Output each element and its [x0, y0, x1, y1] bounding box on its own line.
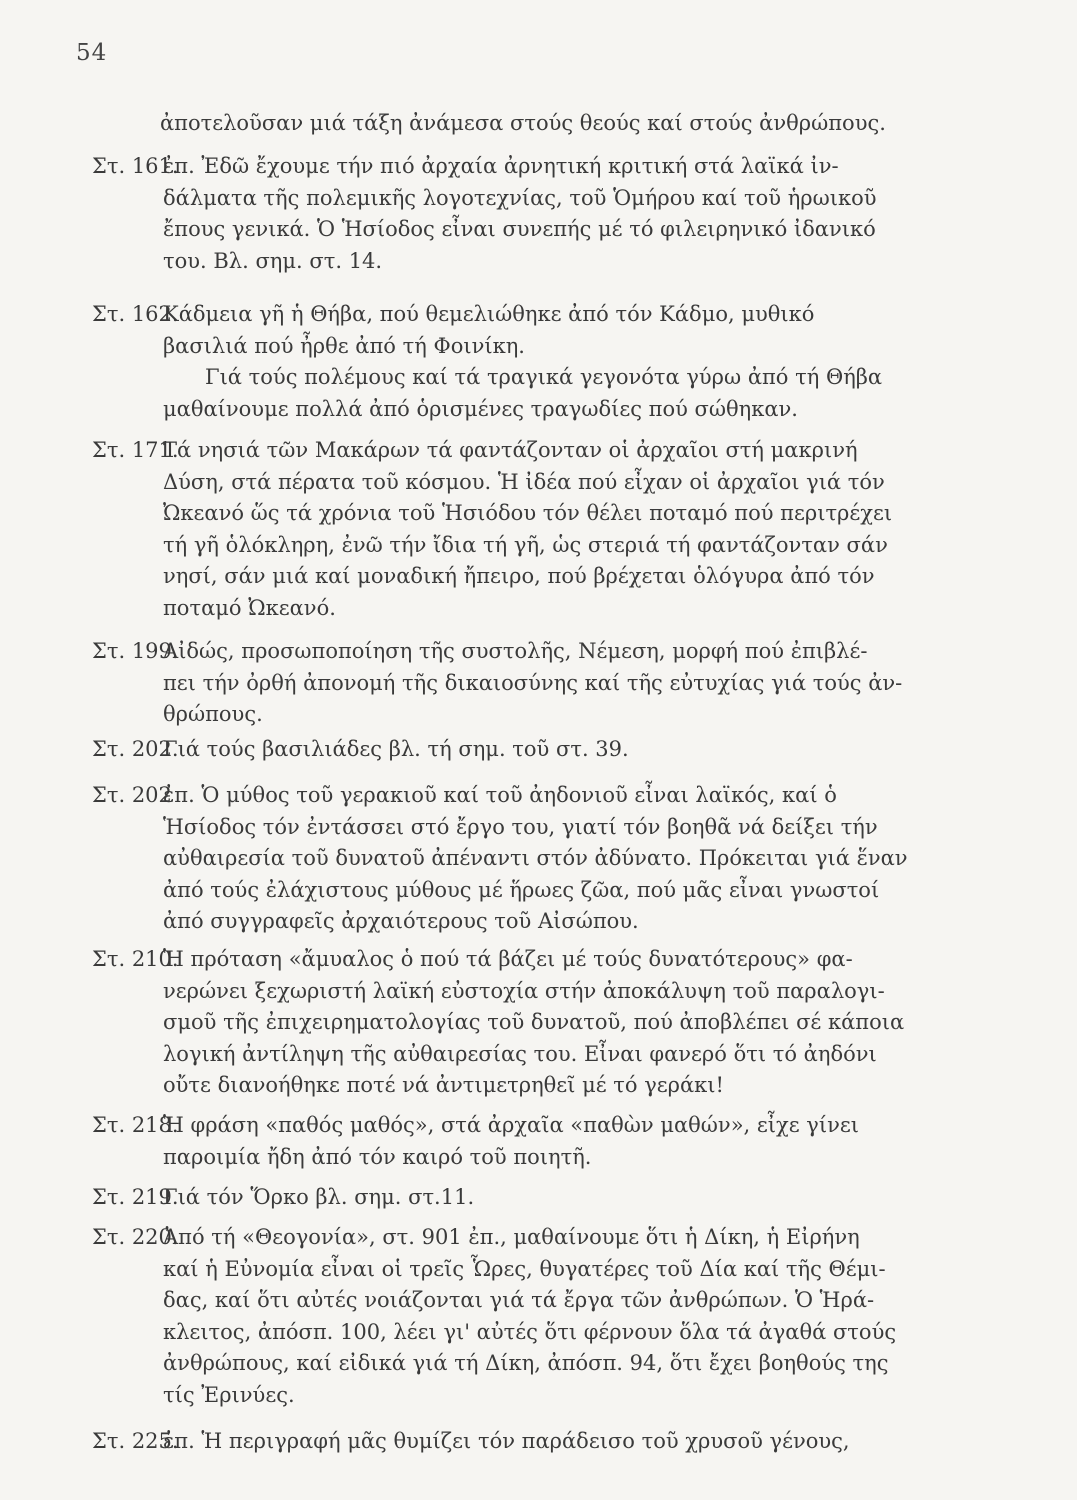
- note-line: τίς Ἐρινύες.: [163, 1382, 295, 1407]
- note-line: κλειτος, ἀπόσπ. 100, λέει γι' αὐτές ὅτι φέρνουν ὅλα τά ἀγαθά στούς: [163, 1319, 897, 1344]
- note-line: Τά νησιά τῶν Μακάρων τά φαντάζονταν οἱ ἀρχαῖοι στή μακρινή: [163, 438, 858, 462]
- note-line: καί ἡ Εὐνομία εἶναι οἱ τρεῖς Ὧρες, θυγατέρες τοῦ Δία καί τῆς Θέμι-: [163, 1256, 886, 1281]
- note-ref: Στ. 218.: [92, 1113, 179, 1137]
- note-ref: Στ. 161.: [92, 154, 179, 178]
- note-ref: Στ. 202: [92, 783, 172, 807]
- note-ref: Στ. 225.: [92, 1429, 179, 1453]
- note-line: Ἡσίοδος τόν ἐντάσσει στό ἔργο του, γιατί τόν βοηθᾶ νά δείξει τήν: [163, 814, 878, 839]
- note-line: αὐθαιρεσία τοῦ δυνατοῦ ἀπέναντι στόν ἀδύνατο. Πρόκειται γιά ἕναν: [163, 846, 908, 870]
- note-line: παροιμία ἤδη ἀπό τόν καιρό τοῦ ποιητῆ.: [163, 1144, 592, 1169]
- note-line: νερώνει ξεχωριστή λαϊκή εὐστοχία στήν ἀποκάλυψη τοῦ παραλογι-: [163, 978, 885, 1003]
- note-225: [92, 1426, 992, 1458]
- note-line: Γιά τούς βασιλιάδες βλ. τή σημ. τοῦ στ. 39.: [163, 737, 629, 761]
- note-218: [92, 1110, 992, 1173]
- note-line: ποταμό Ὠκεανό.: [163, 595, 336, 620]
- note-line: οὔτε διανοήθηκε ποτέ νά ἀντιμετρηθεῖ μέ τό γεράκι!: [163, 1073, 724, 1097]
- note-ref: Στ. 210.: [92, 947, 179, 971]
- note-line: θρώπους.: [163, 702, 263, 726]
- note-line: πει τήν ὀρθή ἀπονομή τῆς δικαιοσύνης καί τῆς εὐτυχίας γιά τούς ἀν-: [163, 670, 903, 695]
- note-210: [92, 944, 992, 1102]
- note-161: [92, 151, 992, 277]
- note-ref: Στ. 171.: [92, 438, 179, 462]
- note-line: λογική ἀντίληψη τῆς αὐθαιρεσίας του. Εἶναι φανερό ὅτι τό ἀηδόνι: [163, 1041, 877, 1066]
- note-line: ἀπό συγγραφεῖς ἀρχαιότερους τοῦ Αἰσώπου.: [163, 909, 639, 933]
- note-ref: Στ. 199.: [92, 639, 179, 663]
- note-line: Ἡ πρόταση «ἄμυαλος ὁ πού τά βάζει μέ τούς δυνατότερους» φα-: [163, 947, 853, 971]
- note-202: [92, 734, 992, 766]
- note-line: ἀνθρώπους, καί εἰδικά γιά τή Δίκη, ἀπόσπ. 94, ὅτι ἔχει βοηθούς της: [163, 1351, 889, 1375]
- note-line: Αἰδώς, προσωποποίηση τῆς συστολῆς, Νέμεση, μορφή πού ἐπιβλέ-: [163, 639, 868, 663]
- note-ref: Στ. 219.: [92, 1185, 179, 1209]
- note-line: Ὠκεανό ὥς τά χρόνια τοῦ Ἡσιόδου τόν θέλει ποταμό πού περιτρέχει: [163, 501, 893, 525]
- note-ref: Στ. 220.: [92, 1225, 179, 1249]
- note-line: ἐπ. Ὁ μύθος τοῦ γερακιοῦ καί τοῦ ἀηδονιοῦ εἶναι λαϊκός, καί ὁ: [163, 783, 837, 807]
- note-line: βασιλιά πού ἦρθε ἀπό τή Φοινίκη.: [163, 333, 525, 358]
- note-line: σμοῦ τῆς ἐπιχειρηματολογίας τοῦ δυνατοῦ, πού ἀποβλέπει σέ κάποια: [163, 1010, 905, 1034]
- note-line: δας, καί ὅτι αὐτές νοιάζονται γιά τά ἔργα τῶν ἀνθρώπων. Ὁ Ἡρά-: [163, 1288, 875, 1312]
- note-line: Κάδμεια γῆ ἡ Θήβα, πού θεμελιώθηκε ἀπό τόν Κάδμο, μυθικό: [163, 302, 815, 326]
- note-line: Δύση, στά πέρατα τοῦ κόσμου. Ἡ ἰδέα πού εἶχαν οἱ ἀρχαῖοι γιά τόν: [163, 469, 885, 494]
- note-ref: Στ. 202.: [92, 737, 179, 761]
- intro-line: ἀποτελοῦσαν μιά τάξη ἀνάμεσα στούς θεούς καί στούς ἀνθρώπους.: [160, 111, 886, 135]
- note-ref: Στ. 162.: [92, 302, 179, 326]
- note-219: [92, 1182, 992, 1214]
- note-line: Γιά τόν Ὅρκο βλ. σημ. στ.11.: [163, 1185, 475, 1209]
- note-line: Ἀπό τή «Θεογονία», στ. 901 ἐπ., μαθαίνουμε ὅτι ἡ Δίκη, ἡ Εἰρήνη: [163, 1225, 860, 1249]
- note-line: νησί, σάν μιά καί μοναδική ἤπειρο, πού βρέχεται ὁλόγυρα ἀπό τόν: [163, 564, 875, 588]
- note-202-ep: [92, 780, 992, 938]
- page-number: 54: [76, 40, 108, 66]
- note-line: ἐπ. Ἡ περιγραφή μᾶς θυμίζει τόν παράδεισο τοῦ χρυσοῦ γένους,: [163, 1429, 850, 1453]
- note-199: [92, 636, 992, 731]
- note-220: [92, 1222, 992, 1411]
- note-line: ἀπό τούς ἐλάχιστους μύθους μέ ἥρωες ζῶα, πού μᾶς εἶναι γνωστοί: [163, 877, 880, 902]
- note-171: [92, 435, 992, 624]
- note-line: του. Βλ. σημ. στ. 14.: [163, 248, 383, 273]
- note-line: μαθαίνουμε πολλά ἀπό ὁρισμένες τραγωδίες πού σώθηκαν.: [163, 396, 798, 421]
- note-162: [92, 299, 992, 425]
- note-line: Γιά τούς πολέμους καί τά τραγικά γεγονότα γύρω ἀπό τή Θήβα: [205, 365, 883, 389]
- note-line: Ἡ φράση «παθός μαθός», στά ἀρχαῖα «παθὼν μαθών», εἶχε γίνει: [163, 1113, 859, 1137]
- note-line: ἐπ. Ἐδῶ ἔχουμε τήν πιό ἀρχαία ἀρνητική κριτική στά λαϊκά ἰν-: [163, 154, 839, 178]
- note-line: ἔπους γενικά. Ὁ Ἡσίοδος εἶναι συνεπής μέ τό φιλειρηνικό ἰδανικό: [163, 217, 876, 241]
- note-line: τή γῆ ὁλόκληρη, ἐνῶ τήν ἴδια τή γῆ, ὡς στεριά τή φαντάζονταν σάν: [163, 532, 888, 557]
- note-line: δάλματα τῆς πολεμικῆς λογοτεχνίας, τοῦ Ὁμήρου καί τοῦ ἡρωικοῦ: [163, 185, 877, 210]
